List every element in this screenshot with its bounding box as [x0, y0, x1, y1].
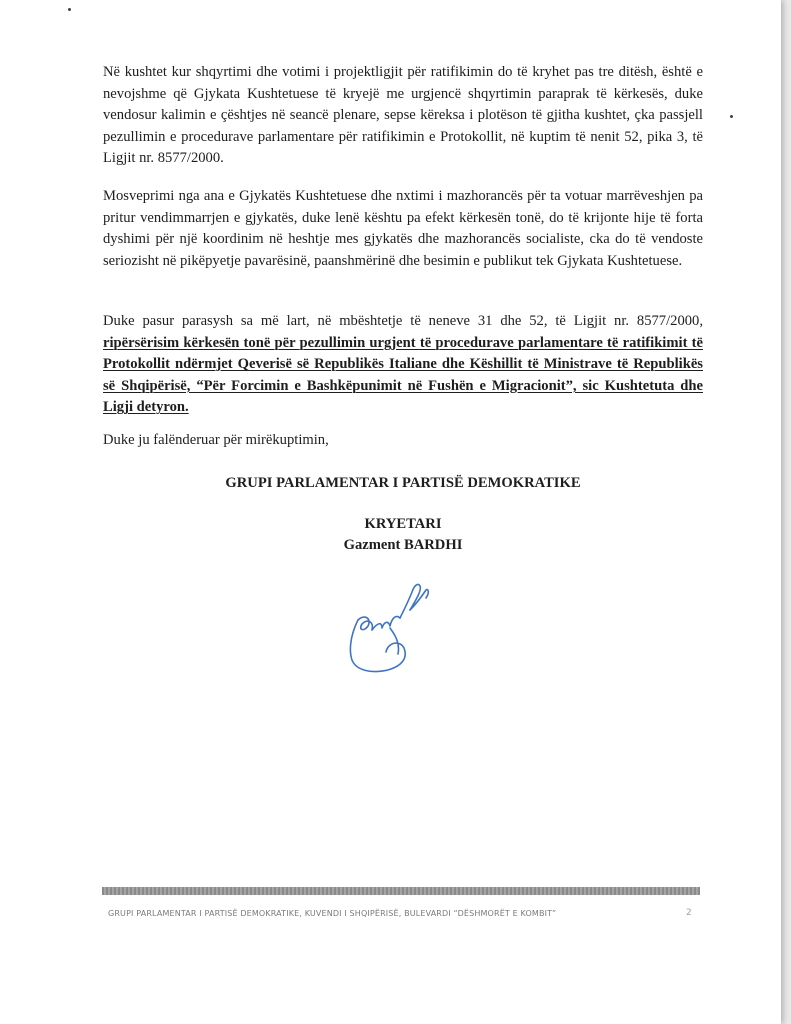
- paragraph-request: [103, 311, 703, 419]
- footer-divider: [102, 887, 700, 895]
- handwritten-signature: [338, 570, 438, 680]
- scan-speck: [68, 8, 71, 11]
- signer-title: KRYETARI: [364, 516, 442, 532]
- request-intro: Duke pasur parasysh sa më lart, në mbështetje të neneve 31 dhe 52, të Ligjit nr. 8577/2000,: [103, 313, 703, 329]
- footer-address: GRUPI PARLAMENTAR I PARTISË DEMOKRATIKE, KUVENDI I SHQIPËRISË, BULEVARDI “DËSHMORËT E KOMBIT”: [108, 909, 557, 918]
- thanks-line: Duke ju falënderuar për mirëkuptimin,: [103, 432, 329, 448]
- request-underlined: ripërsërisim kërkesën tonë për pezullimin urgjent të procedurave parlamentare të ratifikimit të Protokollit ndërmjet Qeverisë së Republikës Italiane dhe Këshillit të Ministrave të Republikës së Shqipërisë, “Për Forcimin e Bashkëpunimit në Fushën e Migracionit”, sic Kushtetuta dhe Ligji detyron.: [103, 334, 703, 415]
- group-name: GRUPI PARLAMENTAR I PARTISË DEMOKRATIKE: [225, 475, 581, 491]
- page-number: 2: [686, 908, 692, 918]
- signer-name: Gazment BARDHI: [343, 537, 463, 553]
- scan-speck: [730, 115, 733, 118]
- paragraph-inaction: Mosveprimi nga ana e Gjykatës Kushtetuese dhe nxtimi i mazhorancës për ta votuar marrëveshjen pa pritur vendimmarrjen e gjykatës, duke lenë kështu pa efekt kërkesën tonë, do të krijonte hije të forta dyshimi për një koordinim në heshtje mes gjykatës dhe mazhorancës socialiste, cka do të vendoste seriozisht në pikëpyetje pavarësinë, paanshmërinë dhe besimin e publikut tek Gjykata Kushtetuese.: [103, 188, 703, 269]
- paragraph-urgency: Në kushtet kur shqyrtimi dhe votimi i projektligjit për ratifikimin do të kryhet pas tre ditësh, është e nevojshme që Gjykata Kushtetuese të kryejë me urgjencë shqyrtimin paraprak të kërkesës, duke vendosur kalimin e çështjes në seancë plenare, sepse këreksa i plotëson të gjitha kushtet, çka passjell pezullimin e procedurave parlamentare për ratifikimin e Protokollit, në kuptim të nenit 52, pika 3, të Ligjit nr. 8577/2000.: [103, 64, 703, 166]
